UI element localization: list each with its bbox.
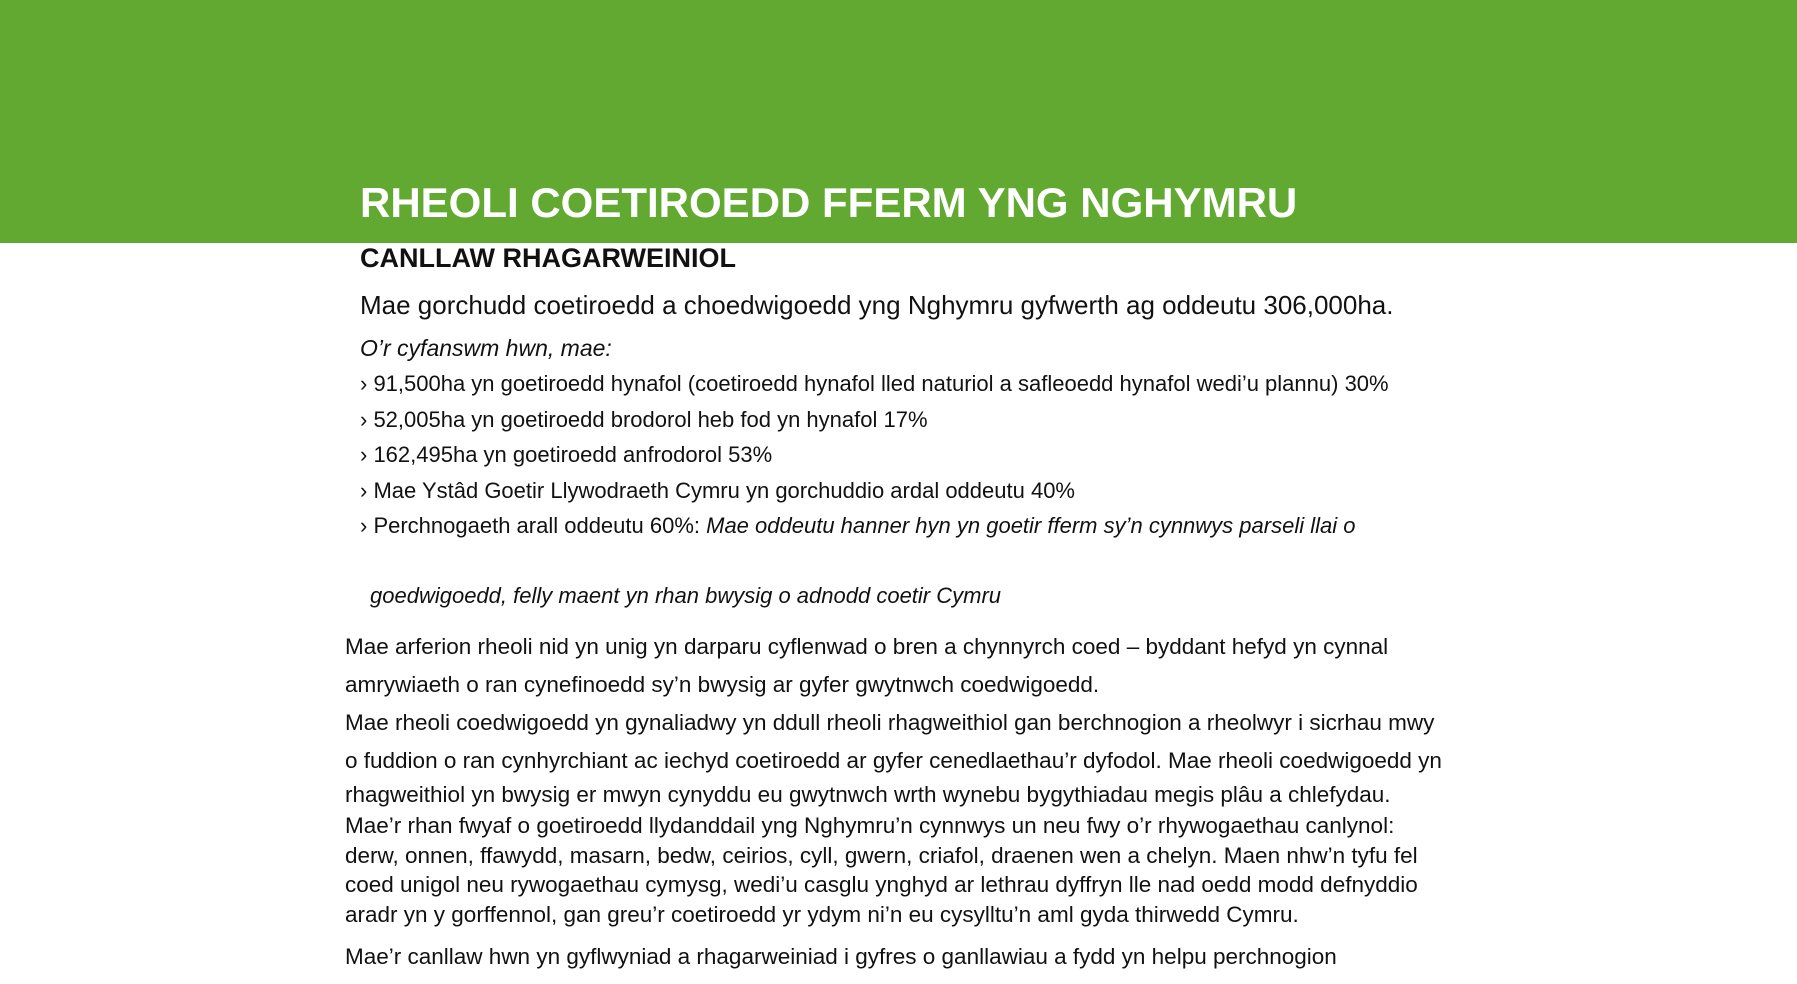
list-item: › 91,500ha yn goetiroedd hynafol (coetiroedd hynafol lled naturiol a safleoedd hynafol wedi’u plannu) 30% xyxy=(360,371,1389,396)
paragraph-line: Mae arferion rheoli nid yn unig yn darparu cyflenwad o bren a chynnyrch coed – byddant hefyd yn cynnal xyxy=(345,634,1389,659)
list-item: › Mae Ystâd Goetir Llywodraeth Cymru yn gorchuddio ardal oddeutu 40% xyxy=(360,477,1075,503)
paragraph-line: Mae’r canllaw hwn yn gyflwyniad a rhagarweiniad i gyfres o ganllawiau a fydd yn helpu perchnogion xyxy=(345,944,1337,969)
paragraph-line: coed unigol neu rywogaethau cymysg, wedi’u casglu ynghyd ar lethrau dyffryn lle nad oedd modd defnyddio xyxy=(345,872,1418,897)
paragraph-sustainable xyxy=(345,704,1442,810)
intro-text: Mae gorchudd coetiroedd a choedwigoedd yng Nghymru gyfwerth ag oddeutu 306,000ha. xyxy=(360,290,1394,320)
paragraph-line: o fuddion o ran cynhyrchiant ac iechyd coetiroedd ar gyfer cenedlaethau’r dyfodol. Mae rheoli coedwigoedd yn xyxy=(345,748,1442,773)
list-item-italic: Mae oddeutu hanner hyn yn goetir fferm sy’n cynnwys parseli llai o xyxy=(706,513,1356,538)
paragraph-line: derw, onnen, ffawydd, masarn, bedw, ceirios, cyll, gwern, criafol, draenen wen a chelyn. Maen nhw’n tyfu fel xyxy=(345,842,1418,868)
paragraph-management xyxy=(345,628,1388,704)
paragraph-line: aradr yn y gorffennol, gan greu’r coetiroedd yr ydym ni’n eu cysylltu’n aml gyda thirwedd Cymru. xyxy=(345,901,1299,927)
paragraph-line: rhagweithiol yn bwysig er mwyn cynyddu eu gwytnwch wrth wynebu bygythiadau megis plâu a chlefydau. xyxy=(345,782,1391,807)
lead-text: O’r cyfanswm hwn, mae: xyxy=(360,335,612,361)
paragraph-line: amrywiaeth o ran cynefinoedd sy’n bwysig ar gyfer gwytnwch coedwigoedd. xyxy=(345,672,1100,697)
page-subtitle: CANLLAW RHAGARWEINIOL xyxy=(360,243,736,273)
paragraph-species xyxy=(345,811,1418,929)
list-item xyxy=(360,508,1389,544)
paragraph-line: Mae rheoli coedwigoedd yn gynaliadwy yn ddull rheoli rhagweithiol gan berchnogion a rheolwyr i sicrhau mwy xyxy=(345,710,1435,735)
list-item-prefix: › Perchnogaeth arall oddeutu 60%: xyxy=(360,513,707,538)
list-item: › 162,495ha yn goetiroedd anfrodorol 53% xyxy=(360,442,773,467)
paragraph-line: Mae’r rhan fwyaf o goetiroedd llydanddail yng Nghymru’n cynnwys un neu fwy o’r rhywogaethau canlynol: xyxy=(345,813,1395,838)
paragraph-guide xyxy=(345,940,1337,974)
page-title: RHEOLI COETIROEDD FFERM YNG NGHYMRU xyxy=(360,179,1298,226)
stats-list xyxy=(360,366,1389,544)
list-item-continuation: goedwigoedd, felly maent yn rhan bwysig o adnodd coetir Cymru xyxy=(370,583,1002,608)
list-item: › 52,005ha yn goetiroedd brodorol heb fod yn hynafol 17% xyxy=(360,406,928,432)
